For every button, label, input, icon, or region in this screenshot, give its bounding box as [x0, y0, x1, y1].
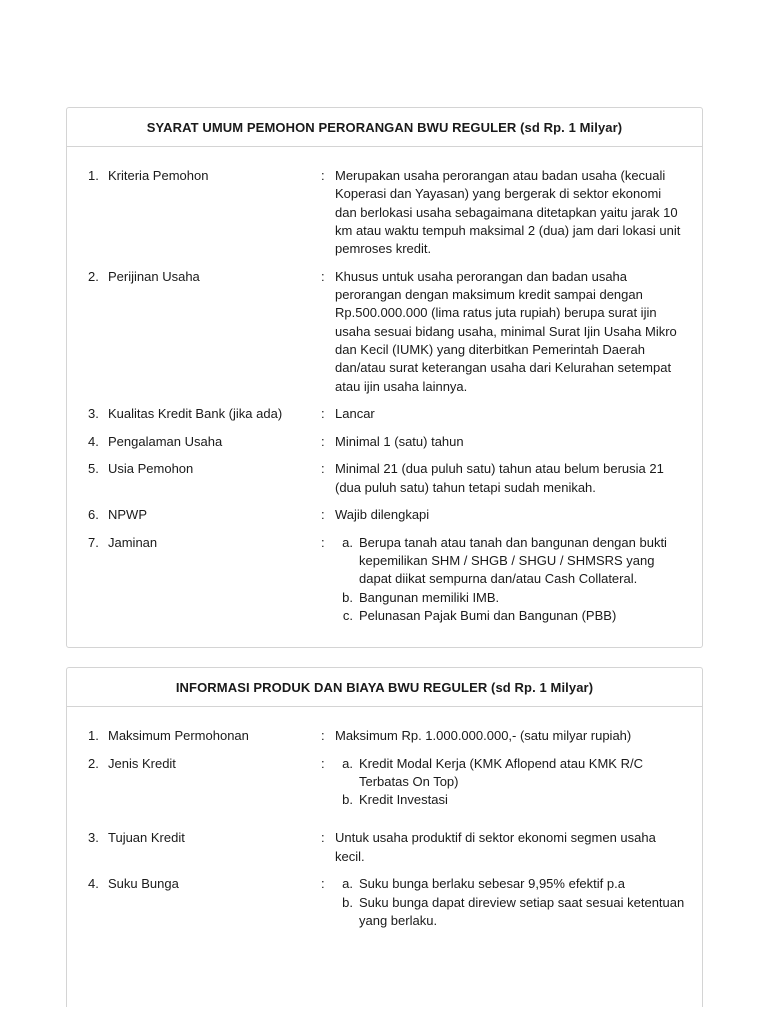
sub-item-letter: b.: [342, 792, 353, 808]
item-label: Kriteria Pemohon: [108, 168, 209, 183]
item-label: Pengalaman Usaha: [108, 433, 223, 449]
requirements-card: [66, 107, 703, 648]
requirements-list: [67, 147, 702, 625]
sub-item-text: Kredit Modal Kerja (KMK Aflopend atau KMK R/C Terbatas On Top): [359, 755, 643, 789]
item-colon: :: [321, 534, 325, 550]
item-number: 6.: [88, 507, 99, 523]
item-number: 2.: [88, 268, 99, 284]
requirements-title: SYARAT UMUM PEMOHON PERORANGAN BWU REGULER (sd Rp. 1 Milyar): [67, 108, 702, 147]
item-colon: :: [321, 728, 325, 743]
sub-item: [335, 607, 685, 625]
item-number: 1.: [88, 168, 99, 183]
item-number: 2.: [88, 755, 99, 771]
list-item: [67, 460, 702, 497]
list-item: [67, 727, 702, 745]
sub-item-letter: a.: [342, 876, 353, 892]
sub-item-text: Pelunasan Pajak Bumi dan Bangunan (PBB): [359, 608, 617, 624]
item-number: 7.: [88, 534, 99, 550]
list-item: [67, 755, 702, 810]
item-value: Khusus untuk usaha perorangan dan badan usaha perorangan dengan maksimum kredit sampai dengan Rp.500.000.000 (lima ratus juta rupiah) berupa surat ijin usaha sesuai bidang usaha, minimal Surat Ijin Usaha Mikro dan Kecil (IUMK) yang diterbitkan Pemerintah Daerah dan/atau surat keterangan usaha dari Kelurahan setempat atau ijin usaha lainnya.: [335, 268, 677, 394]
sub-item-letter: a.: [342, 534, 353, 550]
item-colon: :: [321, 433, 325, 449]
item-number: 3.: [88, 406, 99, 422]
item-label: Jaminan: [108, 534, 158, 550]
item-colon: :: [321, 507, 325, 523]
item-colon: :: [321, 755, 325, 771]
sub-item-text: Bangunan memiliki IMB.: [359, 589, 500, 605]
item-value: Untuk usaha produktif di sektor ekonomi segmen usaha kecil.: [335, 830, 656, 864]
item-value: Lancar: [335, 406, 375, 422]
item-colon: :: [321, 168, 325, 183]
item-colon: :: [321, 830, 325, 846]
sub-item-letter: a.: [342, 755, 353, 771]
item-number: 3.: [88, 830, 99, 846]
list-item: [67, 433, 702, 451]
list-item: [67, 167, 702, 258]
item-label: Jenis Kredit: [108, 755, 176, 771]
product-info-title: INFORMASI PRODUK DAN BIAYA BWU REGULER (sd Rp. 1 Milyar): [67, 668, 702, 707]
list-item: [67, 405, 702, 423]
sub-item-text: Berupa tanah atau tanah dan bangunan dengan bukti kepemilikan SHM / SHGB / SHGU / SHMSRS yang dapat diikat sempurna dan/atau Cash Collateral.: [359, 534, 667, 587]
sub-item: [335, 894, 685, 931]
item-label: Maksimum Permohonan: [108, 728, 249, 743]
sub-item: [335, 534, 685, 589]
item-number: 5.: [88, 461, 99, 477]
list-item: [67, 534, 702, 625]
product-info-list: [67, 707, 702, 930]
sub-item: [335, 875, 685, 893]
sub-item-letter: c.: [342, 608, 353, 624]
item-label: Usia Pemohon: [108, 461, 194, 477]
item-label: Tujuan Kredit: [108, 830, 185, 846]
item-label: Suku Bunga: [108, 876, 179, 892]
sub-item-text: Suku bunga dapat direview setiap saat sesuai ketentuan yang berlaku.: [359, 894, 685, 928]
sub-item-text: Kredit Investasi: [359, 792, 448, 808]
list-item: [67, 268, 702, 396]
list-item: [67, 875, 702, 930]
sub-item: [335, 589, 685, 607]
list-item: [67, 506, 702, 524]
sub-item: [335, 791, 685, 809]
sub-item-letter: b.: [342, 894, 353, 910]
item-label: Kualitas Kredit Bank (jika ada): [108, 406, 283, 422]
item-label: NPWP: [108, 507, 147, 523]
item-colon: :: [321, 876, 325, 892]
list-item: [67, 829, 702, 866]
item-value: Minimal 21 (dua puluh satu) tahun atau belum berusia 21 (dua puluh satu) tahun tetapi sudah menikah.: [335, 461, 664, 495]
item-value: Maksimum Rp. 1.000.000.000,- (satu milyar rupiah): [335, 728, 632, 743]
sub-item: [335, 755, 685, 792]
item-value: Minimal 1 (satu) tahun: [335, 433, 464, 449]
product-info-card: [66, 667, 703, 1007]
item-value: [335, 875, 685, 930]
item-value: [335, 755, 685, 810]
item-colon: :: [321, 406, 325, 422]
item-label: Perijinan Usaha: [108, 268, 200, 284]
item-colon: :: [321, 461, 325, 477]
sub-item-text: Suku bunga berlaku sebesar 9,95% efektif p.a: [359, 876, 625, 892]
item-value: Wajib dilengkapi: [335, 507, 430, 523]
item-colon: :: [321, 268, 325, 284]
item-number: 4.: [88, 876, 99, 892]
sub-item-letter: b.: [342, 589, 353, 605]
item-value: [335, 534, 685, 625]
item-number: 4.: [88, 433, 99, 449]
item-number: 1.: [88, 728, 99, 743]
item-value: Merupakan usaha perorangan atau badan usaha (kecuali Koperasi dan Yayasan) yang bergerak di sektor ekonomi dan berlokasi usaha sebagaimana ditetapkan yaitu jarak 10 km atau waktu tempuh maksimal 2 (dua) jam dari lokasi unit pemroses kredit.: [335, 168, 681, 257]
